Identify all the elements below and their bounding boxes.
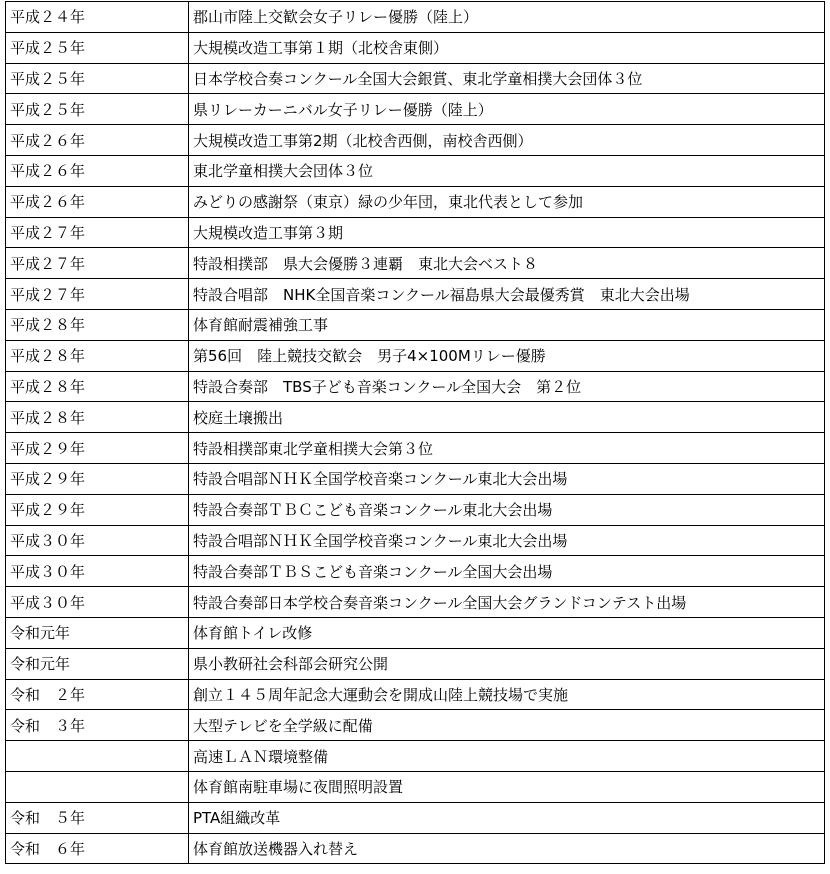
year-cell: 令和元年: [6, 648, 189, 679]
year-cell: 平成２９年: [6, 433, 189, 464]
table-row: [6, 94, 825, 125]
table-row: [6, 587, 825, 618]
year-cell: 令和元年: [6, 617, 189, 648]
event-cell: 特設合奏部日本学校合奏音楽コンクール全国大会グランドコンテスト出場: [189, 587, 825, 618]
year-cell: 平成２８年: [6, 402, 189, 433]
event-cell: 大型テレビを全学級に配備: [189, 710, 825, 741]
event-cell: 創立１４５周年記念大運動会を開成山陸上競技場で実施: [189, 679, 825, 710]
year-cell: 平成２６年: [6, 125, 189, 156]
table-row: [6, 833, 825, 864]
event-cell: 県小教研社会科部会研究公開: [189, 648, 825, 679]
event-cell: 特設相撲部 県大会優勝３連覇 東北大会ベスト８: [189, 248, 825, 279]
event-cell: 特設相撲部東北学童相撲大会第３位: [189, 433, 825, 464]
event-cell: 東北学童相撲大会団体３位: [189, 155, 825, 186]
year-cell: 平成３０年: [6, 556, 189, 587]
year-cell: 平成２８年: [6, 340, 189, 371]
event-cell: 大規模改造工事第３期: [189, 217, 825, 248]
table-row: [6, 155, 825, 186]
table-row: [6, 279, 825, 310]
table-row: [6, 802, 825, 833]
table-row: [6, 556, 825, 587]
table-row: [6, 710, 825, 741]
table-row: [6, 63, 825, 94]
table-row: [6, 463, 825, 494]
event-cell: 県リレーカーニバル女子リレー優勝（陸上）: [189, 94, 825, 125]
event-cell: 特設合唱部ＮＨＫ全国学校音楽コンクール東北大会出場: [189, 525, 825, 556]
event-cell: 日本学校合奏コンクール全国大会銀賞、東北学童相撲大会団体３位: [189, 63, 825, 94]
table-row: [6, 617, 825, 648]
event-cell: 第56回 陸上競技交歓会 男子4×100Mリレー優勝: [189, 340, 825, 371]
event-cell: 大規模改造工事第１期（北校舎東側）: [189, 32, 825, 63]
year-cell: 平成２５年: [6, 63, 189, 94]
table-row: [6, 433, 825, 464]
year-cell: 令和 ５年: [6, 802, 189, 833]
event-cell: 大規模改造工事第2期（北校舎西側，南校舎西側）: [189, 125, 825, 156]
year-cell: 令和 ６年: [6, 833, 189, 864]
table-row: [6, 248, 825, 279]
event-cell: 特設合唱部ＮＨＫ全国学校音楽コンクール東北大会出場: [189, 463, 825, 494]
year-cell: 令和 ２年: [6, 679, 189, 710]
year-cell: 平成３０年: [6, 525, 189, 556]
event-cell: 校庭土壌搬出: [189, 402, 825, 433]
event-cell: 体育館トイレ改修: [189, 617, 825, 648]
event-cell: 体育館放送機器入れ替え: [189, 833, 825, 864]
table-row: [6, 340, 825, 371]
table-row: [6, 402, 825, 433]
event-cell: 体育館耐震補強工事: [189, 309, 825, 340]
event-cell: 体育館南駐車場に夜間照明設置: [189, 771, 825, 802]
year-cell: 平成２５年: [6, 32, 189, 63]
year-cell: 平成２６年: [6, 186, 189, 217]
year-cell: 平成３０年: [6, 587, 189, 618]
table-row: [6, 309, 825, 340]
event-cell: 郡山市陸上交歓会女子リレー優勝（陸上）: [189, 2, 825, 33]
table-row: [6, 32, 825, 63]
year-cell: 平成２８年: [6, 371, 189, 402]
event-cell: 特設合唱部 NHK全国音楽コンクール福島県大会最優秀賞 東北大会出場: [189, 279, 825, 310]
year-cell: 平成２７年: [6, 217, 189, 248]
year-cell: [6, 771, 189, 802]
table-row: [6, 741, 825, 772]
event-cell: 高速ＬＡＮ環境整備: [189, 741, 825, 772]
year-cell: 平成２８年: [6, 309, 189, 340]
school-history-table: [5, 1, 825, 864]
table-row: [6, 494, 825, 525]
year-cell: 平成２４年: [6, 2, 189, 33]
year-cell: 平成２９年: [6, 494, 189, 525]
table-row: [6, 2, 825, 33]
table-row: [6, 771, 825, 802]
year-cell: 令和 ３年: [6, 710, 189, 741]
table-row: [6, 186, 825, 217]
table-row: [6, 371, 825, 402]
year-cell: 平成２９年: [6, 463, 189, 494]
year-cell: 平成２５年: [6, 94, 189, 125]
year-cell: 平成２７年: [6, 248, 189, 279]
table-row: [6, 679, 825, 710]
year-cell: 平成２６年: [6, 155, 189, 186]
year-cell: 平成２７年: [6, 279, 189, 310]
event-cell: 特設合奏部ＴＢＣこども音楽コンクール東北大会出場: [189, 494, 825, 525]
table-row: [6, 648, 825, 679]
event-cell: みどりの感謝祭（東京）緑の少年団，東北代表として参加: [189, 186, 825, 217]
table-row: [6, 125, 825, 156]
event-cell: 特設合奏部ＴＢＳこども音楽コンクール全国大会出場: [189, 556, 825, 587]
event-cell: PTA組織改革: [189, 802, 825, 833]
table-row: [6, 217, 825, 248]
table-body: [6, 2, 825, 864]
table-row: [6, 525, 825, 556]
event-cell: 特設合奏部 TBS子ども音楽コンクール全国大会 第２位: [189, 371, 825, 402]
year-cell: [6, 741, 189, 772]
